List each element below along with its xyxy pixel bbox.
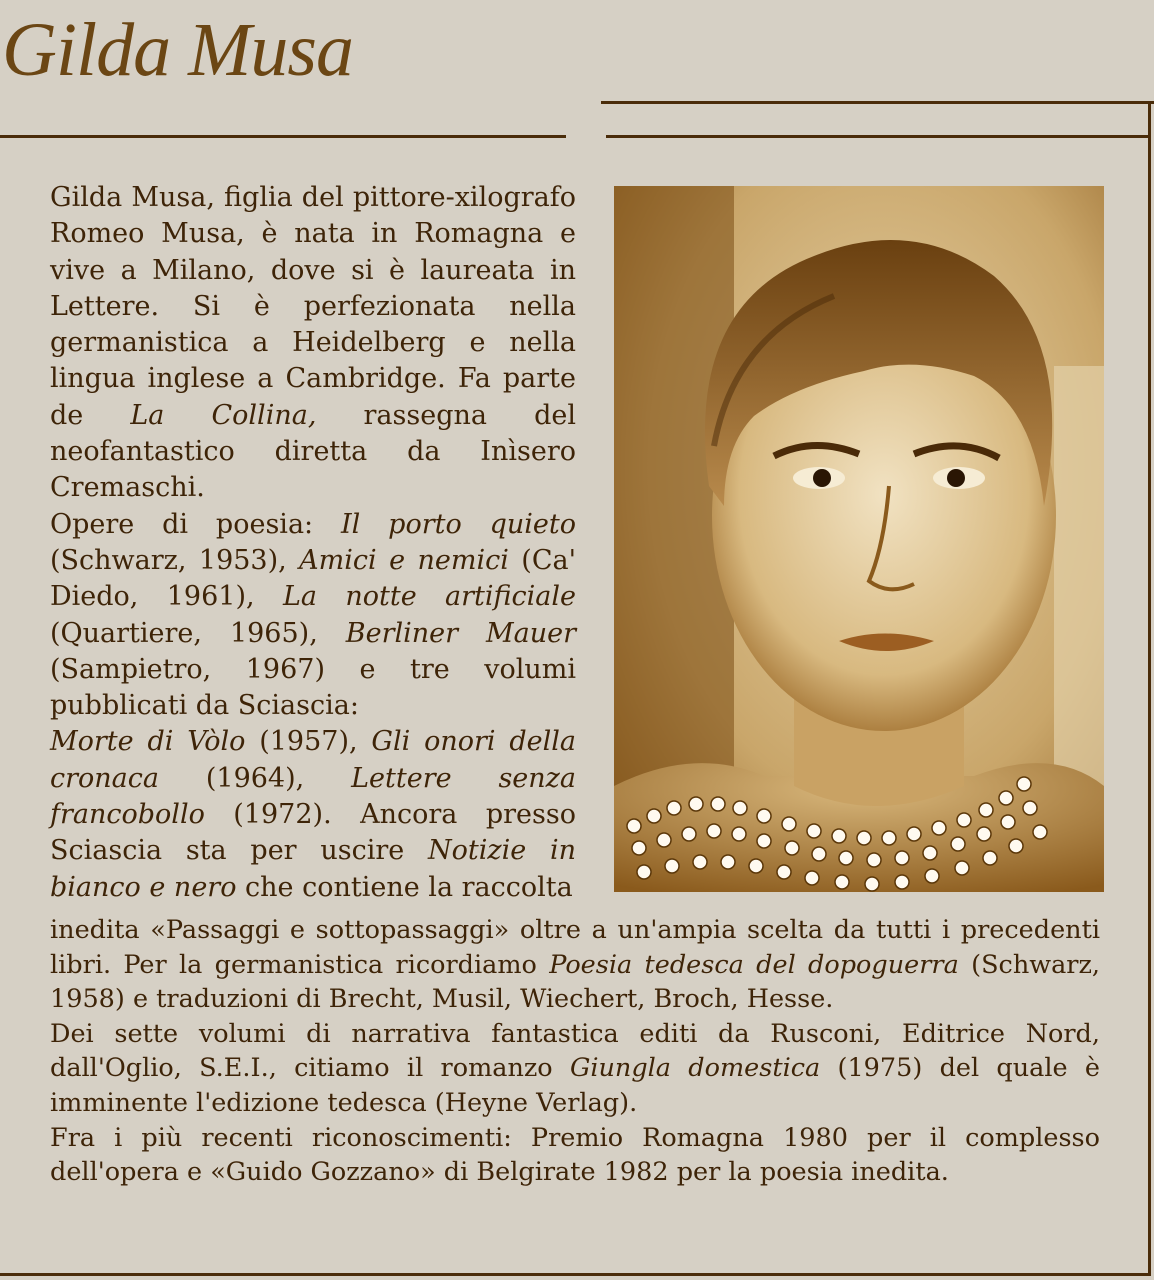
page-title: Gilda Musa [2,8,353,92]
bio-text: rassegna del neofantastico diretta da Inìsero Cremaschi. [50,399,576,504]
bio-paragraph-4 [50,913,1100,1017]
frame-gap [566,133,606,141]
bio-text: (Schwarz, 1958) e traduzioni di Brecht, Musil, Wiechert, Broch, Hesse. [50,949,1101,1015]
bio-italic-title: Lettere senza francobollo [50,762,576,831]
bio-paragraph-2 [50,507,576,725]
bio-italic-title: Amici e nemici [299,544,509,576]
bio-text: (Quartiere, 1965), [50,617,346,649]
bio-column [50,180,576,906]
frame-rule-end [558,135,566,138]
bio-text: (1975) del quale è imminente l'edizione tedesca (Heyne Verlag). [50,1053,1100,1118]
bio-italic-title: Giungla domestica [569,1053,821,1084]
frame-right-edge [1148,101,1151,141]
bio-italic-title: Berliner Mauer [345,617,576,649]
bio-text: (1964), [159,762,352,794]
portrait-icon [614,186,1104,892]
bio-paragraph-6: Fra i più recenti riconoscimenti: Premio Romagna 1980 per il complesso dell'opera e «Guido Gozzano» di Belgirate 1982 per la poesia inedita. [50,1122,1100,1188]
bio-text: (Schwarz, 1953), [50,544,300,576]
bio-text: (Ca' Diedo, 1961), [50,544,577,613]
bio-text: Opere di poesia: [50,508,342,540]
bio-text: (1972). Ancora presso Sciascia sta per uscire [50,799,576,867]
bio-italic-title: Poesia tedesca del dopoguerra [549,949,959,980]
bio-italic-title: Il porto quieto [341,508,576,540]
bio-text: (Sampietro, 1967) e tre volumi pubblicati da Sciascia: [50,653,576,722]
bio-text: inedita «Passaggi e sottopassaggi» oltre a un'ampia scelta da tutti i precedenti libri. Per la germanistica ricordiamo [50,915,1100,980]
bio-italic-title: La Collina, [130,399,317,431]
bio-text: (1957), [245,726,372,758]
bio-paragraph-5 [50,1017,1100,1121]
header-rule [601,101,1154,104]
bio-text: Dei sette volumi di narrativa fantastica editi da Rusconi, Editrice Nord, dall'Oglio, S.E.I., citiamo il romanzo [50,1018,1100,1084]
bio-text: che contiene la raccolta [236,871,573,903]
bio-text: Gilda Musa, figlia del pittore-xilografo Romeo Musa, è nata in Romagna e vive a Milano, dove si è laureata in Lettere. Si è perfezionata nella germanistica a Heidelberg e nella lingua inglese a Cambridge. Fa parte de [50,182,576,431]
bio-italic-title: Morte di Vòlo [50,726,246,758]
bio-paragraph-3 [50,724,576,905]
bio-italic-title: Gli onori della cronaca [50,726,576,794]
bio-italic-title: Notizie in bianco e nero [50,835,576,903]
bio-italic-title: La notte artificiale [282,581,576,613]
bio-paragraph-1 [50,180,576,507]
portrait-photo [614,186,1104,892]
bio-full-width [50,913,1100,1190]
